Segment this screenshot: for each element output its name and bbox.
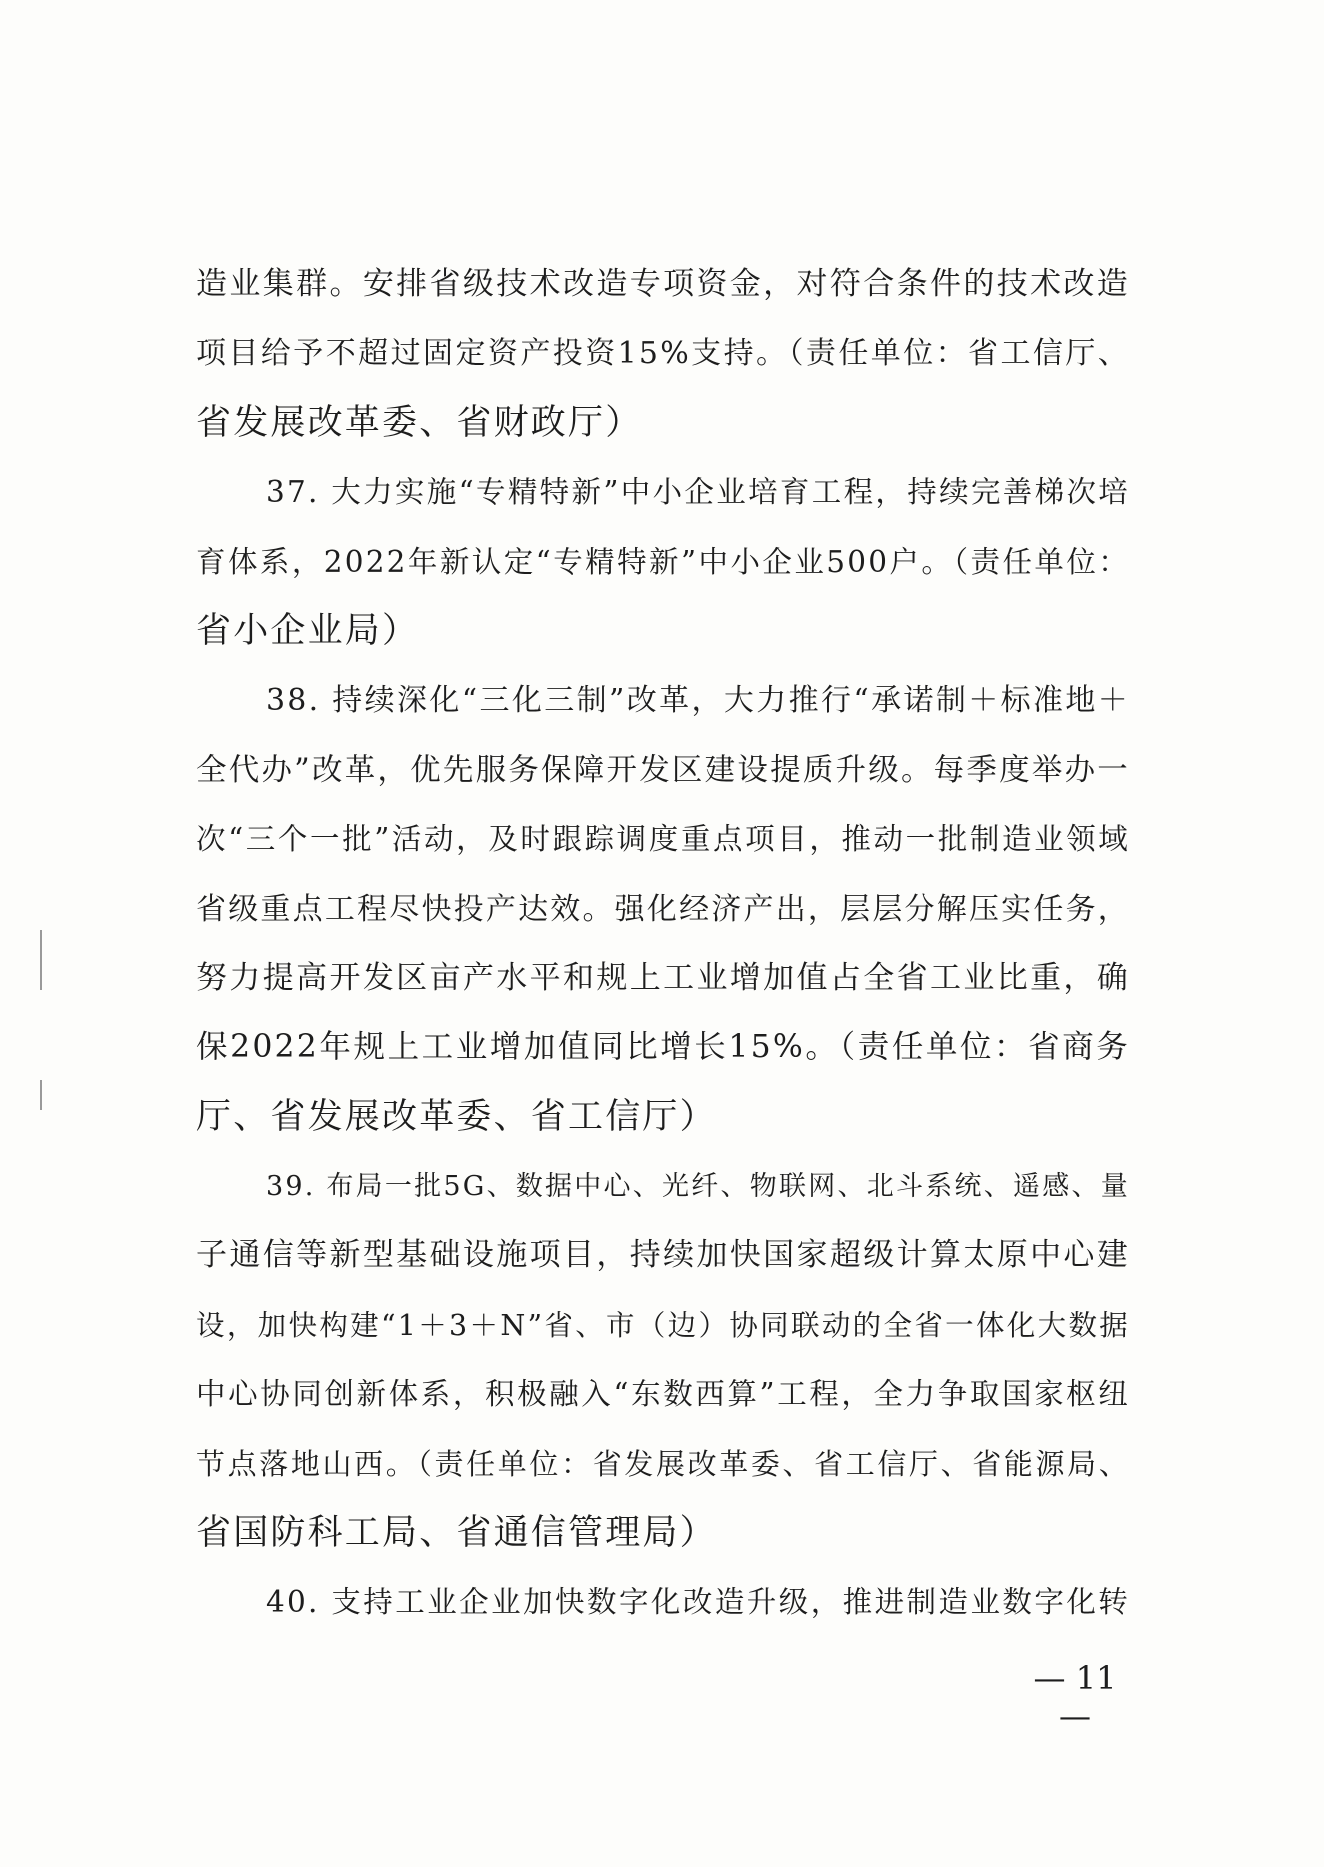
body-text-line: 设，加快构建“1＋3＋N”省、市（边）协同联动的全省一体化大数据	[196, 1308, 1130, 1342]
body-text-line: 38. 持续深化“三化三制”改革，大力推行“承诺制＋标准地＋	[266, 683, 1130, 719]
body-text-line: 中心协同创新体系，积极融入“东数西算”工程，全力争取国家枢纽	[196, 1377, 1130, 1412]
body-text-line: 省级重点工程尽快投产达效。强化经济产出，层层分解压实任务，	[196, 891, 1130, 927]
page-number: — 11 —	[1033, 1659, 1117, 1735]
body-text-line: 40. 支持工业企业加快数字化改造升级，推进制造业数字化转	[266, 1585, 1130, 1620]
body-text-line: 厅、省发展改革委、省工信厅）	[196, 1096, 717, 1137]
body-text-line: 子通信等新型基础设施项目，持续加快国家超级计算太原中心建	[196, 1237, 1130, 1274]
body-text-line: 全代办”改革，优先服务保障开发区建设提质升级。每季度举办一	[196, 752, 1130, 788]
body-text-line: 省小企业局）	[196, 610, 420, 651]
body-text-line: 省发展改革委、省财政厅）	[196, 402, 643, 443]
body-text-line: 39. 布局一批5G、数据中心、光纤、物联网、北斗系统、遥感、量	[266, 1171, 1130, 1203]
body-text-line: 次“三个一批”活动，及时跟踪调度重点项目，推动一批制造业领域	[196, 822, 1130, 857]
body-text-line: 项目给予不超过固定资产投资15%支持。（责任单位：省工信厅、	[196, 336, 1130, 372]
body-text-line: 育体系，2022年新认定“专精特新”中小企业500户。（责任单位：	[196, 544, 1130, 579]
body-text-line: 造业集群。安排省级技术改造专项资金，对符合条件的技术改造	[196, 266, 1130, 302]
scan-edge-mark	[40, 1080, 42, 1110]
scan-edge-mark	[40, 930, 42, 990]
body-text-line: 省国防科工局、省通信管理局）	[196, 1513, 717, 1554]
document-body	[196, 250, 1130, 1638]
body-text-line: 37. 大力实施“专精特新”中小企业培育工程，持续完善梯次培	[266, 475, 1130, 510]
body-text-line: 节点落地山西。（责任单位：省发展改革委、省工信厅、省能源局、	[196, 1446, 1130, 1481]
body-text-line: 努力提高开发区亩产水平和规上工业增加值占全省工业比重，确	[196, 959, 1130, 996]
body-text-line: 保2022年规上工业增加值同比增长15%。（责任单位：省商务	[196, 1029, 1130, 1066]
